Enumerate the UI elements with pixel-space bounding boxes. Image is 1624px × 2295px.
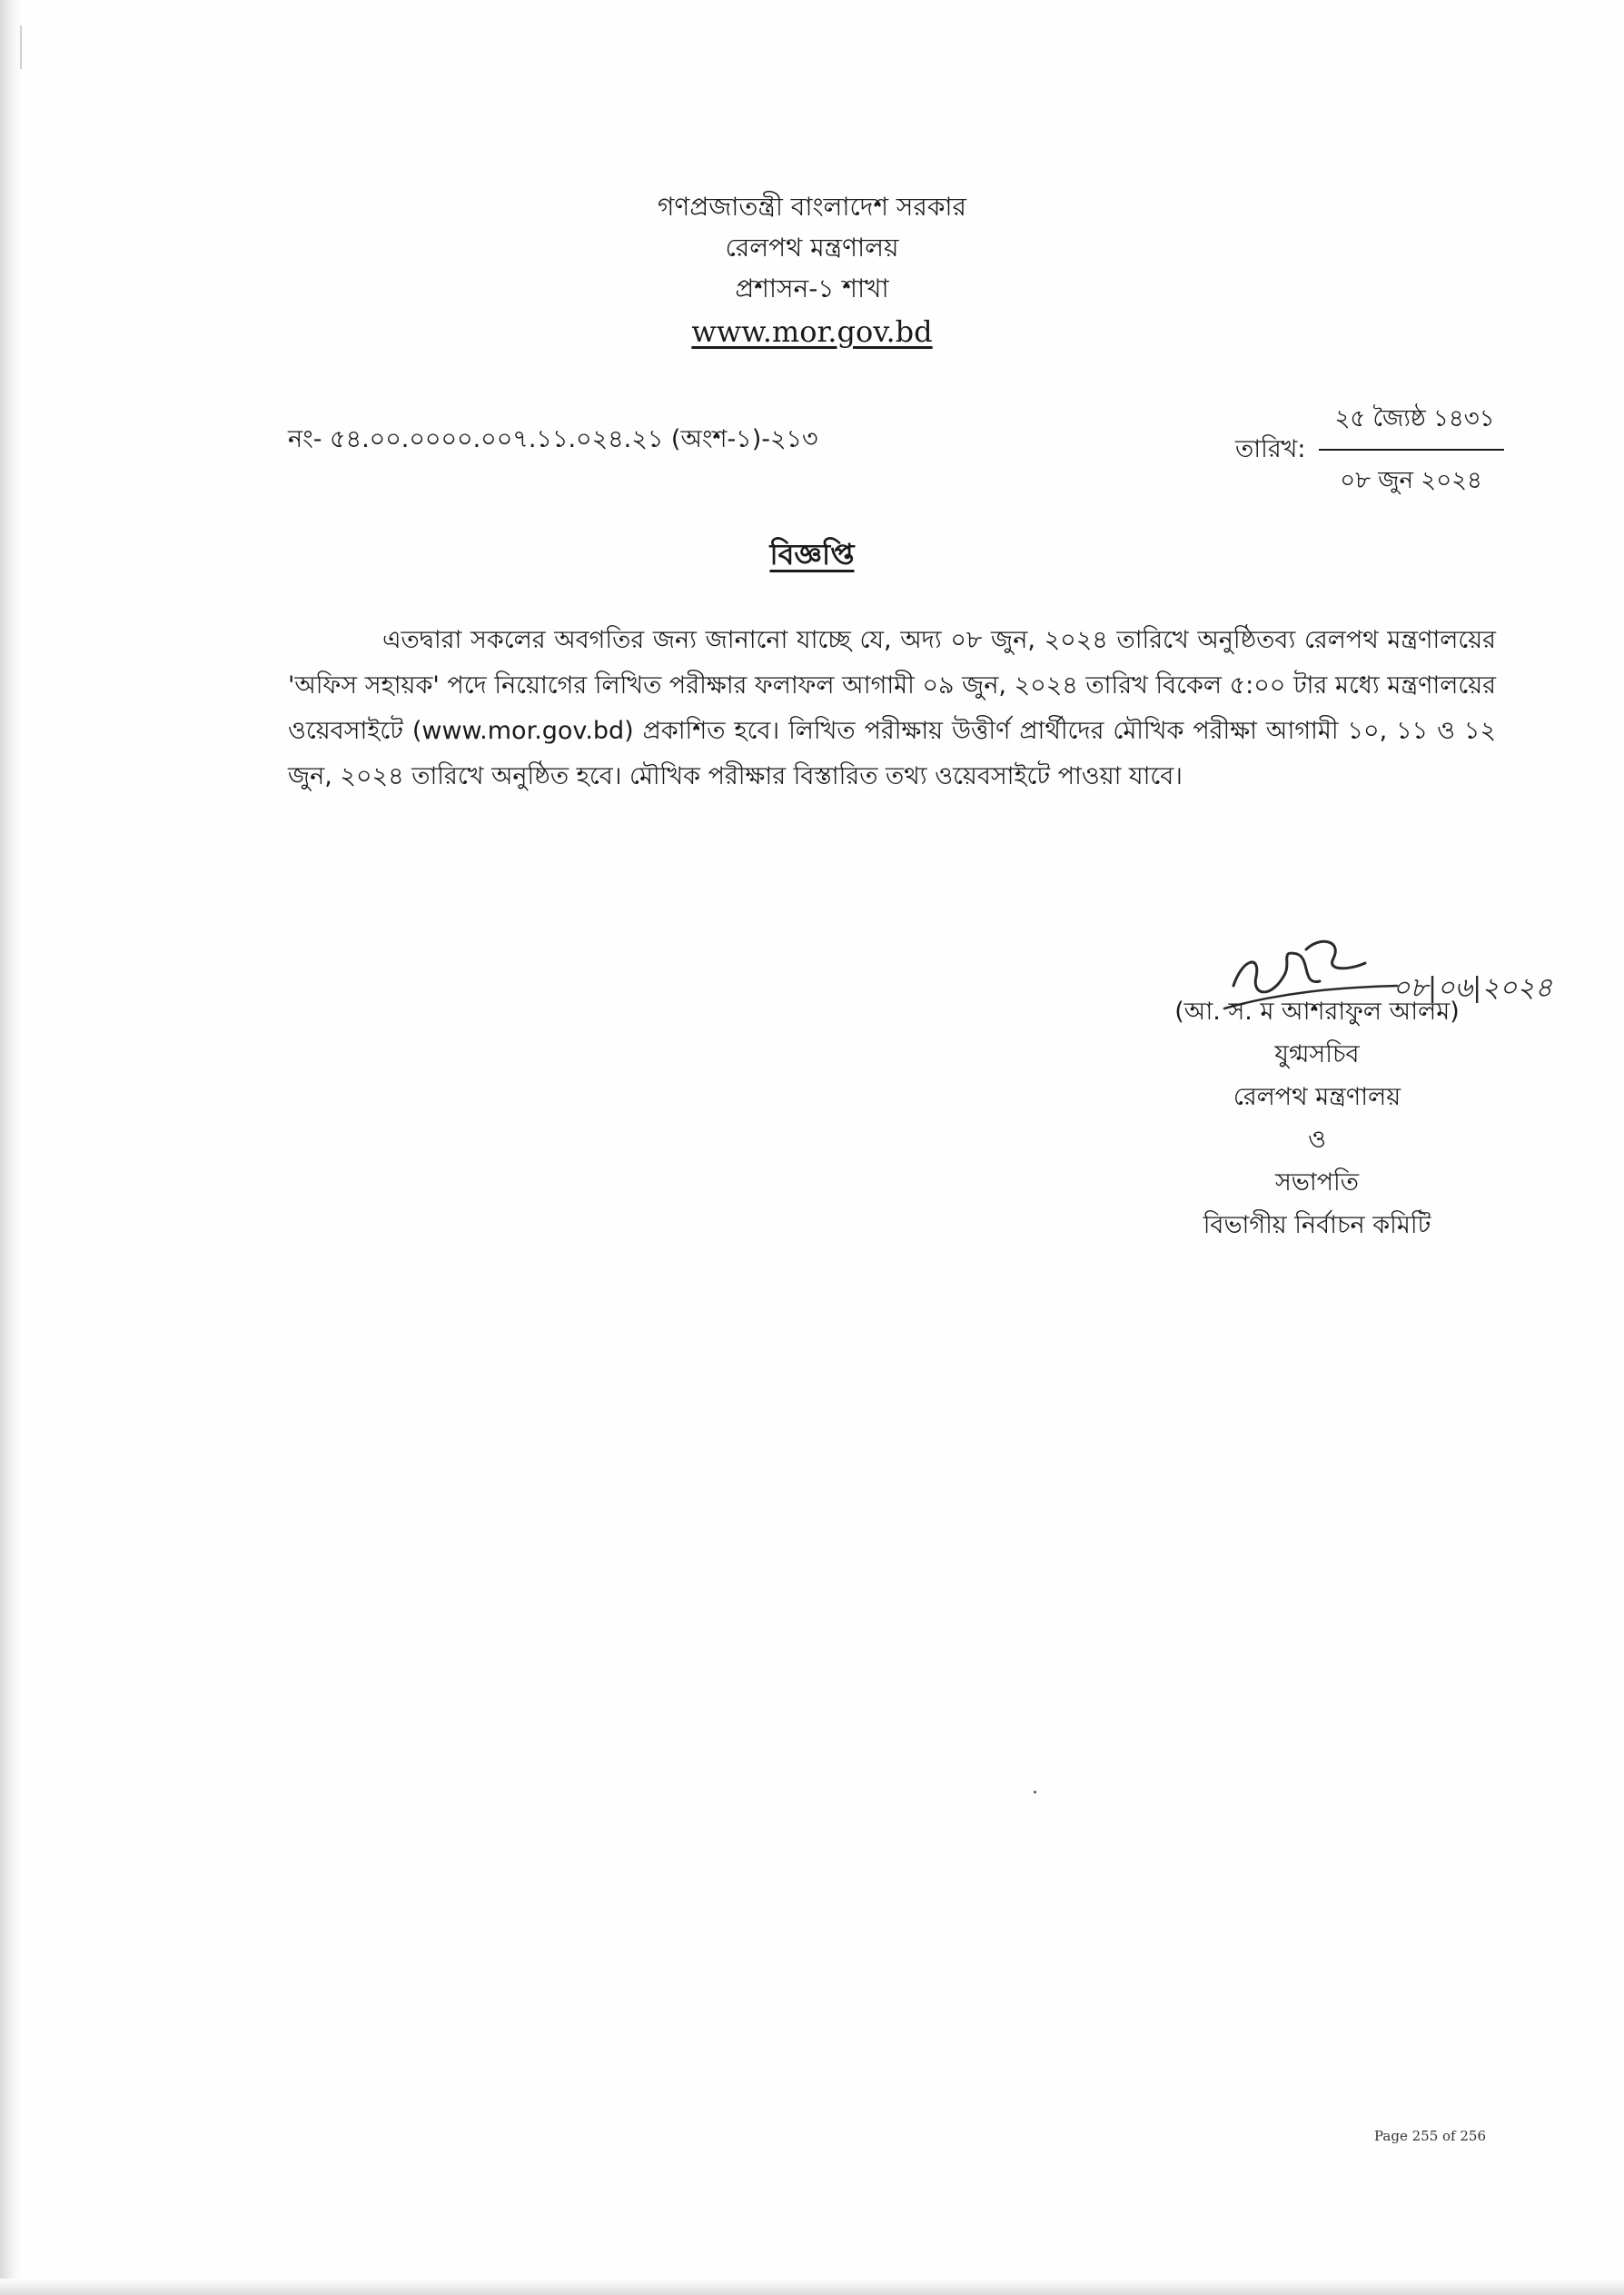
scan-speck — [1034, 1791, 1036, 1793]
signatory-committee: বিভাগীয় নির্বাচন কমিটি — [1203, 1211, 1431, 1239]
ministry-name: রেলপথ মন্ত্রণালয় — [725, 233, 899, 263]
notice-body: এতদ্বারা সকলের অবগতির জন্য জানানো যাচ্ছে যে, অদ্য ০৮ জুন, ২০২৪ তারিখে অনুষ্ঠিতব্য রেলপথ মন্ত্রণালয়ের 'অফিস সহায়ক' পদে নিয়োগের লিখিত পরীক্ষার ফলাফল আগামী ০৯ জুন, ২০২৪ তারিখ বিকেল ৫:০০ টার মধ্যে মন্ত্রণালয়ের ওয়েবসাইটে (www.mor.gov.bd) প্রকাশিত হবে। লিখিত পরীক্ষায় উত্তীর্ণ প্রার্থীদের মৌখিক পরীক্ষা আগামী ১০, ১১ ও ১২ জুন, ২০২৪ তারিখে অনুষ্ঠিত হবে। মৌখিক পরীক্ষার বিস্তারিত তথ্য ওয়েবসাইটে পাওয়া যাবে। — [288, 626, 1496, 790]
website-link[interactable]: www.mor.gov.bd — [691, 314, 933, 349]
signatory-block — [1045, 990, 1589, 1247]
government-name: গণপ্রজাতন্ত্রী বাংলাদেশ সরকার — [658, 192, 966, 222]
letterhead — [0, 186, 1624, 354]
date-block — [1235, 400, 1504, 502]
scan-shadow-bottom — [0, 2279, 1624, 2295]
page-number: Page 255 of 256 — [1374, 2128, 1486, 2144]
signature-date: ০৮|০৬|২০২৪ — [1392, 972, 1553, 1004]
signatory-role: সভাপতি — [1274, 1168, 1360, 1197]
branch-name: প্রশাসন-১ শাখা — [735, 273, 889, 303]
scan-mark — [20, 25, 22, 69]
signatory-ministry: রেলপথ মন্ত্রণালয় — [1233, 1083, 1401, 1111]
signatory-conjunction: ও — [1308, 1126, 1326, 1154]
date-label: তারিখ: — [1235, 434, 1306, 463]
signatory-designation: যুগ্মসচিব — [1274, 1040, 1360, 1068]
signatory-name: (আ. স. ম আশরাফুল আলম) — [1174, 998, 1460, 1026]
date-fraction — [1319, 400, 1504, 502]
date-gregorian: ০৮ জুন ২০২৪ — [1340, 467, 1482, 494]
memo-number: নং- ৫৪.০০.০০০০.০০৭.১১.০২৪.২১ (অংশ-১)-২১৩ — [288, 425, 818, 453]
date-bangla: ২৫ জ্যৈষ্ঠ ১৪৩১ — [1319, 400, 1504, 451]
notice-title: বিজ্ঞপ্তি — [769, 537, 855, 571]
